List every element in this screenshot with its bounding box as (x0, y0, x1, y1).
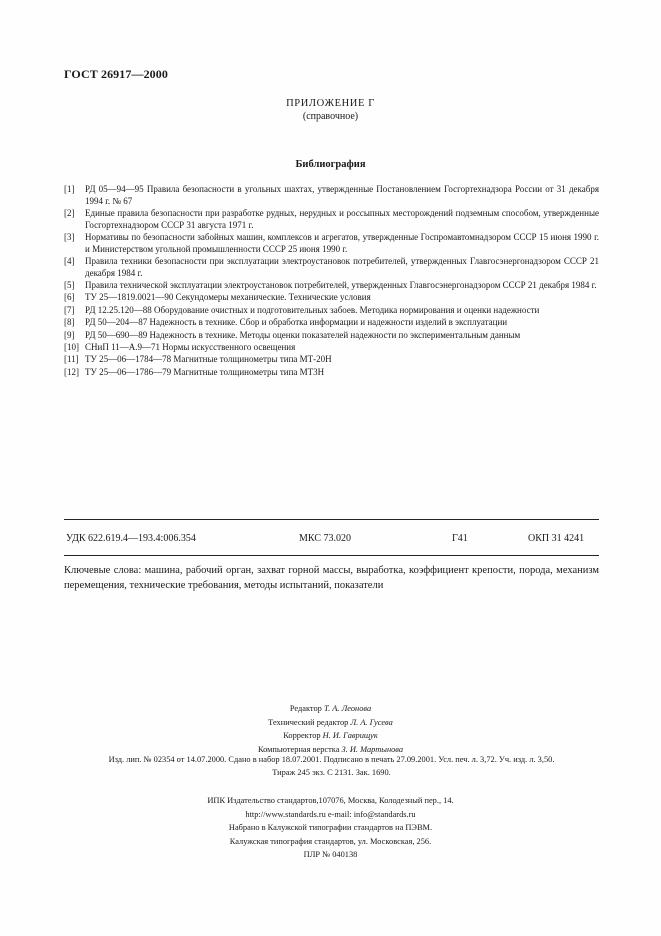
bibliography-item (64, 280, 599, 292)
bibliography-item-text: СНиП 11—А.9—71 Нормы искусственного освещения (85, 341, 296, 352)
divider-top (64, 519, 599, 520)
publisher-line: http://www.standards.ru e-mail: info@standards.ru (245, 809, 416, 819)
bibliography-item-text: Нормативы по безопасности забойных машин, комплексов и агрегатов, утвержденные Госпромавтомнадзором СССР 15 июня 1990 г. и Министерством угольной промышленности СССР 25 июня 1990 г. (85, 231, 599, 254)
publisher-block (0, 794, 661, 862)
udc-code: УДК 622.619.4—193.4:006.354 (66, 533, 196, 544)
bibliography-item-number: [10] (64, 341, 79, 352)
editor-role: Корректор (283, 731, 321, 741)
publisher-line: ИПК Издательство стандартов,107076, Москва, Колодезный пер., 14. (207, 796, 454, 805)
print-info-line: Изд. лип. № 02354 от 14.07.2000. Сдано в набор 18.07.2001. Подписано в печать 27.09.2001. Усл. печ. л. 3,72. Уч. изд. л. 3,50. (108, 755, 555, 764)
bibliography-item-text: РД 50—204—87 Надежность в технике. Сбор и обработка информации и надежности изделий в эксплуатации (85, 317, 508, 328)
bibliography-item-text: Правила техники безопасности при эксплуатации электроустановок потребителей, утвержденных Главгосэнергонадзором СССР 21 декабря 1984 г. (85, 255, 599, 278)
divider-bottom (64, 555, 599, 556)
bibliography-item-text: РД 05—94—95 Правила безопасности в угольных шахтах, утвержденные Постановлением Госгортехнадзора России от 31 декабря 1994 г. № 67 (85, 184, 599, 206)
bibliography-item (64, 256, 599, 279)
bibliography-item (64, 232, 599, 255)
publisher-line: ПЛР № 040138 (303, 850, 358, 860)
bibliography-item-number: [4] (64, 255, 75, 266)
bibliography-item-text: Правила технической эксплуатации электроустановок потребителей, утвержденных Главгосэнергонадзором СССР 21 декабря 1984 г. (85, 279, 597, 290)
editor-line (0, 716, 661, 730)
bibliography-item-number: [8] (64, 317, 75, 328)
bibliography-item-number: [9] (64, 329, 75, 340)
publisher-line: Калужская типография стандартов, ул. Московская, 256. (229, 836, 432, 846)
bibliography-item (64, 342, 599, 354)
group-code: Г41 (452, 533, 468, 544)
bibliography-item-number: [11] (64, 354, 79, 365)
bibliography-title: Библиография (295, 159, 366, 170)
bibliography-item (64, 208, 599, 231)
appendix-title: ПРИЛОЖЕНИЕ Г (286, 98, 375, 109)
editor-line (0, 702, 661, 716)
bibliography-item (64, 354, 599, 366)
print-info (64, 753, 599, 779)
bibliography-item (64, 305, 599, 317)
bibliography-item-text: ТУ 25—06—1784—78 Магнитные толщинометры типа МТ-20Н (85, 354, 332, 365)
bibliography-item-number: [2] (64, 207, 75, 218)
bibliography-item-text: ТУ 25—1819.0021—90 Секундомеры механические. Технические условия (85, 292, 371, 303)
bibliography-list (64, 184, 599, 379)
keywords: Ключевые слова: машина, рабочий орган, захват горной массы, выработка, коэффициент крепости, порода, механизм перемещения, технические требования, методы испытаний, показатели (64, 565, 599, 591)
editor-role: Технический редактор (268, 717, 349, 727)
bibliography-item-text: РД 50—690—89 Надежность в технике. Методы оценки показателей надежности по экспериментальным данным (85, 329, 521, 340)
appendix-subtitle: (справочное) (302, 111, 359, 122)
print-info-line: Тираж 245 экз. С 2131. Зак. 1690. (272, 768, 391, 777)
mks-code: МКС 73.020 (299, 533, 351, 544)
bibliography-item-text: РД 12.25.120—88 Оборудование очистных и подготовительных забоев. Методика нормирования и оценки надежности (85, 304, 540, 315)
bibliography-item (64, 292, 599, 304)
bibliography-item-number: [7] (64, 304, 75, 315)
bibliography-item (64, 330, 599, 342)
editors-block (0, 702, 661, 756)
bibliography-item-number: [3] (64, 231, 75, 242)
bibliography-item (64, 317, 599, 329)
editor-role: Компьютерная верстка (257, 744, 340, 754)
bibliography-item-text: Единые правила безопасности при разработке рудных, нерудных и россыпных месторождений подземным способом, утвержденные Госгортехнадзором СССР 31 августа 1971 г. (85, 207, 599, 230)
editor-name: Н. И. Гаврищук (322, 731, 378, 741)
editor-line (0, 729, 661, 743)
editor-name: З. И. Мартынова (341, 744, 404, 754)
okp-code: ОКП 31 4241 (528, 533, 585, 544)
editor-role: Редактор (289, 704, 322, 713)
editor-name: Т. А. Леонова (323, 704, 372, 713)
bibliography-item-number: [12] (64, 366, 79, 377)
bibliography-item (64, 184, 599, 207)
bibliography-item-number: [5] (64, 279, 75, 290)
publisher-line: Набрано в Калужской типографии стандартов на ПЭВМ. (228, 823, 433, 833)
bibliography-item (64, 367, 599, 379)
bibliography-item-number: [6] (64, 292, 75, 303)
editor-name: Л. А. Гусева (350, 717, 393, 727)
standard-code: ГОСТ 26917—2000 (64, 67, 168, 81)
bibliography-item-number: [1] (64, 184, 75, 194)
bibliography-item-text: ТУ 25—06—1786—79 Магнитные толщинометры типа МТ3Н (85, 366, 325, 377)
